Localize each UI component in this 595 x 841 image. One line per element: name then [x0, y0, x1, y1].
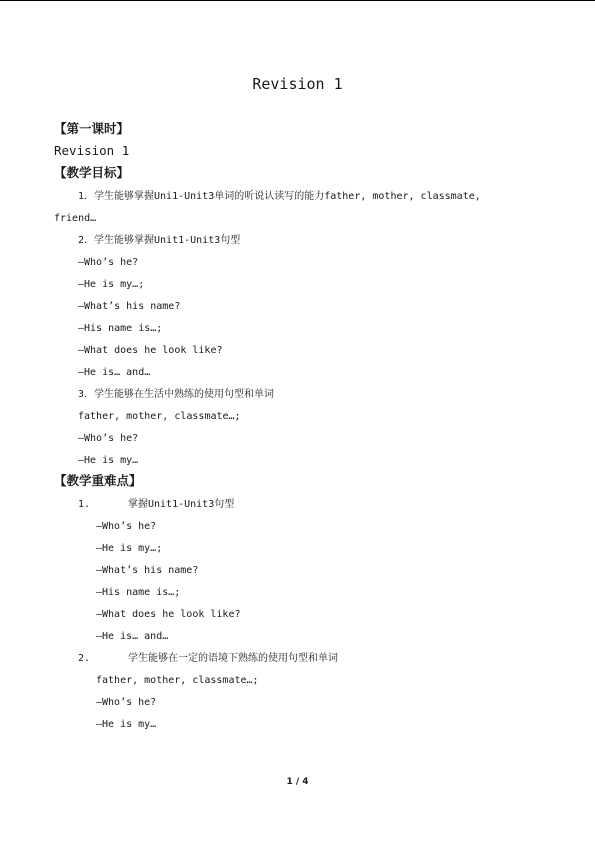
goal-3-line: father, mother, classmate…;: [78, 411, 241, 422]
goal-3: 3．学生能够在生活中熟练的使用句型和单词: [78, 389, 275, 400]
goal-2-line: —What does he look like?: [78, 345, 223, 356]
goal-3-line: —He is my…: [78, 455, 139, 466]
key-2-line: —Who’s he?: [96, 697, 157, 708]
key-2-number: 2.: [78, 653, 91, 664]
goal-1-line-2: friend…: [54, 213, 97, 224]
key-1-number: 1.: [78, 499, 91, 510]
goal-2-line: —What’s his name?: [78, 301, 181, 312]
key-1-line: —Who’s he?: [96, 521, 157, 532]
top-rule: [0, 0, 595, 1]
key-1: [78, 498, 234, 512]
goal-2-line: —He is… and…: [78, 367, 151, 378]
key-1-line: —What’s his name?: [96, 565, 199, 576]
key-1-line: —He is… and…: [96, 631, 169, 642]
goal-2-line: —Who’s he?: [78, 257, 139, 268]
key-1-line: —His name is…;: [96, 587, 181, 598]
key-2-line: father, mother, classmate…;: [96, 675, 259, 686]
key-1-line: —What does he look like?: [96, 609, 241, 620]
page-number: 1 / 4: [286, 777, 309, 787]
heading-lesson: 【第一课时】: [54, 121, 130, 136]
heading-goals: 【教学目标】: [54, 165, 130, 180]
key-1-text: 掌握Unit1-Unit3句型: [128, 499, 235, 510]
document-title: Revision 1: [252, 75, 343, 93]
goal-2-line: —He is my…;: [78, 279, 145, 290]
key-2: [78, 652, 338, 666]
heading-key-points: 【教学重难点】: [54, 473, 142, 488]
goal-3-line: —Who’s he?: [78, 433, 139, 444]
key-2-text: 学生能够在一定的语境下熟练的使用句型和单词: [128, 653, 338, 664]
goal-2-line: —His name is…;: [78, 323, 163, 334]
goal-1-line-1: 1．学生能够掌握Uni1-Unit3单词的听说认读写的能力father, mother, classmate,: [78, 191, 481, 202]
key-1-line: —He is my…;: [96, 543, 163, 554]
goal-2: 2．学生能够掌握Unit1-Unit3句型: [78, 235, 241, 246]
key-2-line: —He is my…: [96, 719, 157, 730]
lesson-subtitle: Revision 1: [54, 143, 130, 158]
